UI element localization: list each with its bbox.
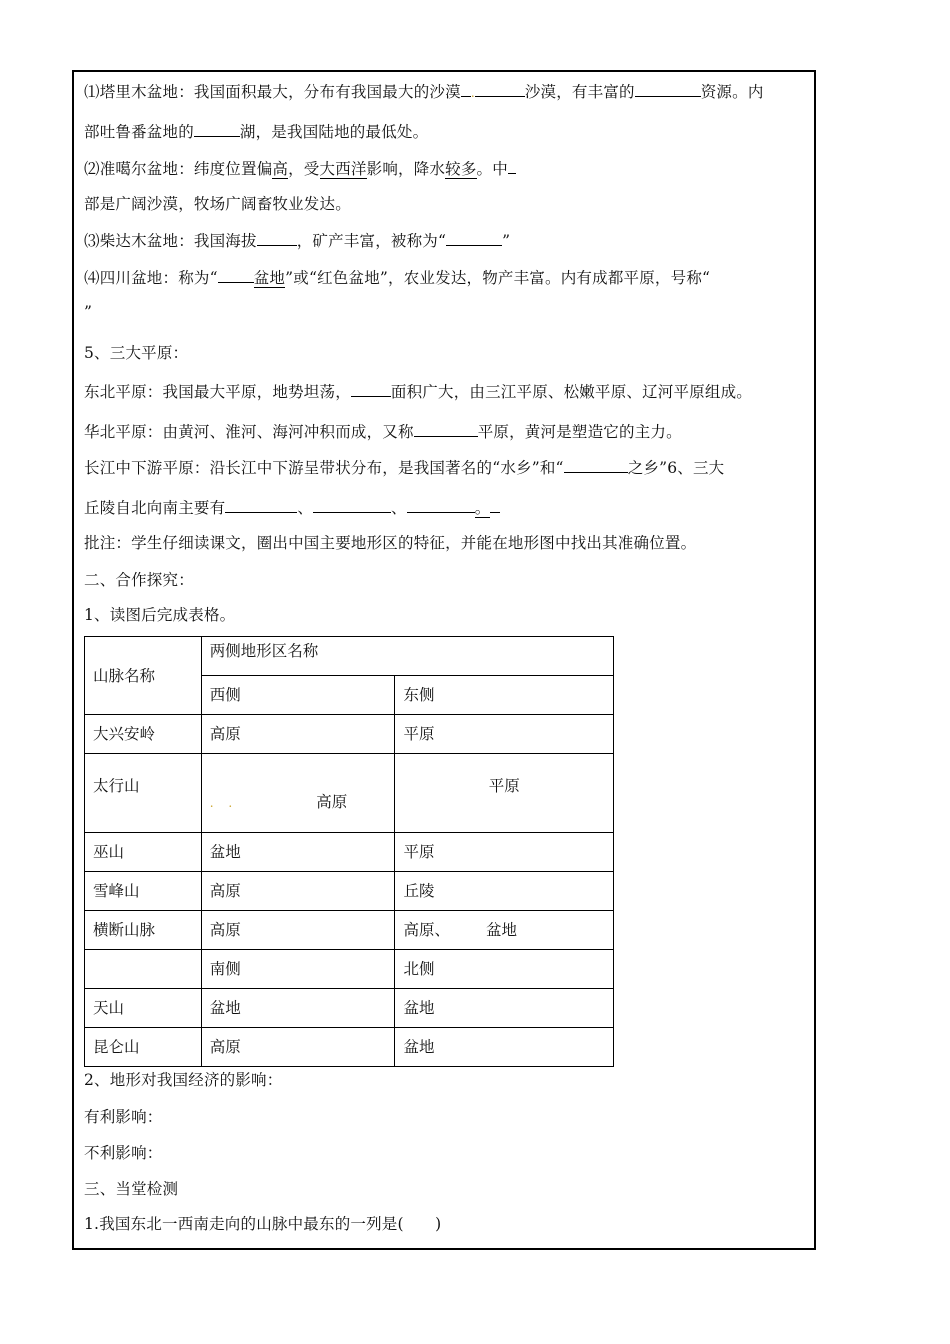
header-south: 南侧	[201, 950, 395, 989]
table-row	[85, 989, 614, 1028]
side-b-cell: 平原	[395, 715, 614, 754]
side-a-cell: 盆地	[201, 833, 395, 872]
north-plain-line: 华北平原：由黄河、淮河、海河冲积而成，又称 平原，黄河是塑造它的主力。	[84, 420, 682, 442]
negative-impact-label: 不利影响：	[84, 1144, 163, 1162]
header-west: 西侧	[201, 676, 395, 715]
hills-line: 丘陵自北向南主要有 、 、 。	[84, 496, 500, 518]
blank-yangtze[interactable]	[564, 456, 628, 473]
sichuan-line-2: ”	[84, 303, 93, 321]
section3-heading: 三、当堂检测	[84, 1180, 179, 1198]
sichuan-line: ⑷四川盆地：称为“ 盆地”或“红色盆地”，农业发达，物产丰富。内有成都平原，号称“	[84, 266, 710, 288]
junggar-line: ⑵准噶尔盆地：纬度位置偏高，受大西洋影响，降水较多。中	[84, 157, 516, 179]
header-east: 东侧	[395, 676, 614, 715]
blank-hill-2[interactable]	[313, 496, 391, 513]
side-b-cell: 平原	[395, 754, 614, 833]
dot-mark: .	[209, 796, 214, 810]
mountain-cell-empty	[85, 950, 202, 989]
side-b-cell: 盆地	[395, 989, 614, 1028]
yangtze-plain-line: 长江中下游平原：沿长江中下游呈带状分布，是我国著名的“水乡”和“ 之乡”6、三大	[84, 456, 724, 478]
table-row	[85, 715, 614, 754]
table-row	[85, 754, 614, 833]
mountain-cell: 太行山	[85, 754, 202, 833]
northeast-plain-line: 东北平原：我国最大平原，地势坦荡， 面积广大，由三江平原、松嫩平原、辽河平原组成。	[84, 380, 752, 402]
tarim-line: ⑴塔里木盆地：我国面积最大，分布有我国最大的沙漠 . 沙漠，有丰富的 资源。内	[84, 80, 764, 103]
dot-mark: .	[470, 86, 475, 100]
header-mountain: 山脉名称	[85, 637, 202, 715]
side-a-cell: 盆地	[201, 989, 395, 1028]
mountain-cell: 横断山脉	[85, 911, 202, 950]
blank-altitude[interactable]	[257, 229, 297, 246]
table-row	[85, 872, 614, 911]
blank-nickname[interactable]	[446, 229, 502, 246]
blank-desert-name[interactable]	[475, 80, 525, 97]
qaidam-line: ⑶柴达木盆地：我国海拔 ，矿产丰富，被称为“ ”	[84, 229, 510, 251]
side-b-cell: 高原、 盆地	[395, 911, 614, 950]
side-a-cell: . . 高原	[201, 754, 395, 833]
blank-hill-tail	[490, 496, 500, 513]
section2-heading: 二、合作探究：	[84, 571, 194, 589]
blank-northeast[interactable]	[351, 380, 391, 397]
terrain-table	[84, 636, 614, 1067]
side-b-cell: 盆地	[395, 1028, 614, 1067]
turpan-line: 部吐鲁番盆地的 湖，是我国陆地的最低处。	[84, 120, 428, 142]
section2-q2: 2、地形对我国经济的影响：	[84, 1071, 283, 1089]
section2-q1: 1、读图后完成表格。	[84, 606, 236, 624]
blank-desert-a[interactable]	[461, 80, 471, 97]
mountain-cell: 天山	[85, 989, 202, 1028]
blank-junggar[interactable]	[508, 157, 516, 174]
side-a-cell: 高原	[201, 1028, 395, 1067]
plains-heading: 5、三大平原：	[84, 344, 189, 362]
header-north: 北侧	[395, 950, 614, 989]
junggar-line-2: 部是广阔沙漠，牧场广阔畜牧业发达。	[84, 195, 351, 213]
blank-north-plain[interactable]	[414, 420, 478, 437]
blank-sichuan[interactable]	[218, 266, 254, 283]
blank-lake[interactable]	[194, 120, 240, 137]
table-row	[85, 833, 614, 872]
side-a-cell: 高原	[201, 911, 395, 950]
blank-resource[interactable]	[635, 80, 701, 97]
side-b-cell: 平原	[395, 833, 614, 872]
side-a-cell: 高原	[201, 872, 395, 911]
side-a-cell: 高原	[201, 715, 395, 754]
note-line: 批注：学生仔细读课文，圈出中国主要地形区的特征，并能在地形图中找出其准确位置。	[84, 534, 697, 552]
mountain-cell: 巫山	[85, 833, 202, 872]
table-row	[85, 637, 614, 676]
section3-q1: 1.我国东北一西南走向的山脉中最东的一列是( )	[84, 1215, 442, 1233]
blank-hill-1[interactable]	[225, 496, 297, 513]
table-row	[85, 911, 614, 950]
mountain-cell: 大兴安岭	[85, 715, 202, 754]
table-row	[85, 950, 614, 989]
table-row	[85, 1028, 614, 1067]
mountain-cell: 雪峰山	[85, 872, 202, 911]
mountain-cell: 昆仑山	[85, 1028, 202, 1067]
side-b-cell: 丘陵	[395, 872, 614, 911]
blank-hill-3[interactable]	[407, 496, 475, 513]
header-sides: 两侧地形区名称	[201, 637, 613, 676]
positive-impact-label: 有利影响：	[84, 1108, 163, 1126]
dot-mark: .	[228, 796, 233, 810]
